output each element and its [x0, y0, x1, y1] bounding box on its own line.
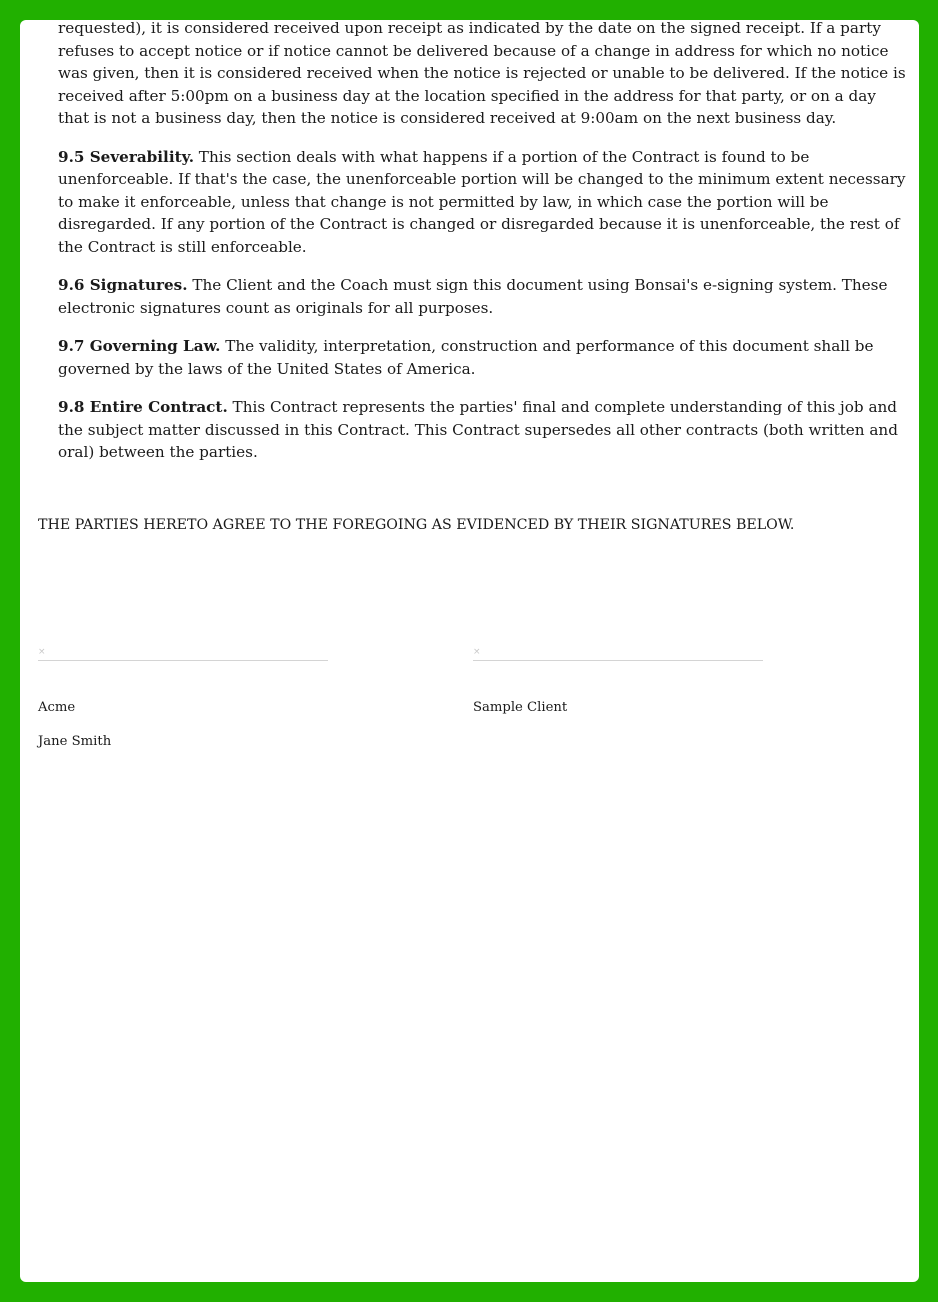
clause-9-7-governing-law	[58, 335, 910, 380]
signature-field-provider[interactable]	[38, 636, 328, 661]
clause-body: This section deals with what happens if a portion of the Contract is found to be unenforceable. If that's the case, the unenforceable portion will be changed to the minimum extent necessary to make it enforceable, unless that change is not permitted by law, in which case the portion will be disregarded. If any portion of the Contract is changed or disregarded because it is unenforceable, the rest of the Contract is still enforceable.	[58, 147, 906, 256]
clause-body: This Contract represents the parties' final and complete understanding of this job and the subject matter discussed in this Contract. This Contract supersedes all other contracts (both written and oral) between the parties.	[58, 398, 898, 461]
provider-party-name: Acme	[38, 700, 76, 715]
sign-here-x-icon: ×	[473, 647, 481, 657]
clause-body: requested), it is considered received upon receipt as indicated by the date on the signed receipt. If a party refuses to accept notice or if notice cannot be delivered because of a change in address for which no notice was given, then it is considered received when the notice is rejected or unable to be delivered. If the notice is received after 5:00pm on a business day at the location specified in the address for that party, or on a day that is not a business day, then the notice is considered received at 9:00am on the next business day.	[58, 20, 906, 127]
clause-body: The validity, interpretation, construction and performance of this document shall be governed by the laws of the United States of America.	[58, 337, 874, 378]
clause-heading: 9.6 Signatures.	[58, 276, 188, 294]
signature-block-client	[473, 636, 763, 717]
sign-here-x-icon: ×	[38, 647, 46, 657]
client-party-name: Sample Client	[473, 700, 568, 715]
clause-9-6-signatures	[58, 274, 910, 319]
clauses-section	[58, 20, 910, 480]
provider-signer-name: Jane Smith	[38, 734, 112, 749]
agreement-statement: THE PARTIES HERETO AGREE TO THE FOREGOING AS EVIDENCED BY THEIR SIGNATURES BELOW.	[38, 517, 795, 533]
signature-block-provider	[38, 636, 328, 751]
signature-field-client[interactable]	[473, 636, 763, 661]
clause-body: The Client and the Coach must sign this document using Bonsai's e-signing system. These electronic signatures count as originals for all purposes.	[58, 276, 888, 317]
clause-heading: 9.5 Severability.	[58, 147, 194, 166]
clause-heading: 9.8 Entire Contract.	[58, 398, 228, 416]
clause-9-5-severability	[58, 146, 910, 259]
clause-9-8-entire-contract	[58, 396, 910, 464]
clause-9-4-continued	[58, 20, 910, 130]
contract-page	[20, 20, 919, 1282]
clause-heading: 9.7 Governing Law.	[58, 337, 221, 355]
